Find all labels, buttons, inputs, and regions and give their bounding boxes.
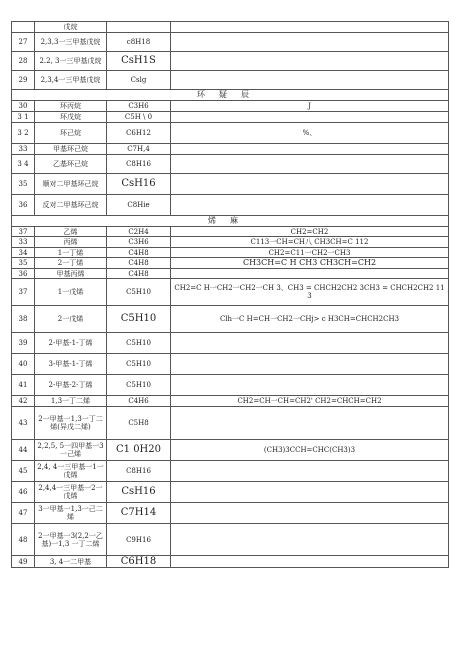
- structural-formula: [171, 144, 449, 155]
- structural-formula: %、: [171, 123, 449, 144]
- table-row: [12, 123, 449, 144]
- section-header-row: [12, 90, 449, 101]
- structural-formula: [171, 269, 449, 279]
- structural-formula: [171, 556, 449, 568]
- molecular-formula: C5H10: [107, 279, 171, 306]
- molecular-formula: C4H8: [107, 248, 171, 258]
- molecular-formula: C7H14: [107, 503, 171, 524]
- structural-formula: [171, 354, 449, 375]
- row-number: 44: [12, 440, 35, 461]
- section-label: 烯麻: [12, 216, 449, 227]
- molecular-formula: C6H18: [107, 556, 171, 568]
- molecular-formula: Cslg: [107, 71, 171, 90]
- compound-name: 1一丁烯: [35, 248, 107, 258]
- molecular-formula: C6H12: [107, 123, 171, 144]
- compound-name: 2-甲基-1-丁烯: [35, 333, 107, 354]
- compound-name: 3-甲基-1-丁烯: [35, 354, 107, 375]
- compound-name: 3, 4一二甲基: [35, 556, 107, 568]
- molecular-formula: C4H6: [107, 396, 171, 407]
- structural-formula: CH2=C11一CH2一CH3: [171, 248, 449, 258]
- row-number: 33: [12, 144, 35, 155]
- row-number: 40: [12, 354, 35, 375]
- molecular-formula: [107, 22, 171, 33]
- molecular-formula: CsH16: [107, 482, 171, 503]
- row-number: 39: [12, 333, 35, 354]
- table-row: [12, 258, 449, 269]
- structural-formula: [171, 461, 449, 482]
- compound-name: 环己烷: [35, 123, 107, 144]
- row-number: 49: [12, 556, 35, 568]
- molecular-formula: C4H8: [107, 269, 171, 279]
- compound-name: 2一甲基一3(2,2一乙基)一1,3 一丁二烯: [35, 524, 107, 556]
- molecular-formula: C2H4: [107, 227, 171, 237]
- row-number: 48: [12, 524, 35, 556]
- compound-name: 顺对二甲基环己烷: [35, 174, 107, 195]
- table-row: [12, 306, 449, 333]
- compound-name: 2,4,4一三甲基一2一戊烯: [35, 482, 107, 503]
- structural-formula: [171, 155, 449, 174]
- row-number: 37: [12, 227, 35, 237]
- molecular-formula: C8Hie: [107, 195, 171, 216]
- table-row: [12, 248, 449, 258]
- structural-formula: CH2=CH一CH=CH2' CH2=CHCH=CH2: [171, 396, 449, 407]
- structural-formula: (CH3)3CCH=CHC(CH3)3: [171, 440, 449, 461]
- structural-formula: CH3CH=C H CH3 CH3CH=CH2: [171, 258, 449, 269]
- structural-formula: [171, 503, 449, 524]
- table-body: [12, 22, 449, 568]
- molecular-formula: CsH1S: [107, 52, 171, 71]
- table-row: [12, 144, 449, 155]
- section-label: 环疑辰: [12, 90, 449, 101]
- row-number: 46: [12, 482, 35, 503]
- row-number: 3 4: [12, 155, 35, 174]
- table-row: [12, 556, 449, 568]
- structural-formula: [171, 407, 449, 440]
- table-row: [12, 503, 449, 524]
- row-number: 3 1: [12, 112, 35, 123]
- molecular-formula: C5H10: [107, 333, 171, 354]
- compound-name: 环丙烷: [35, 101, 107, 112]
- row-number: 41: [12, 375, 35, 396]
- molecular-formula: C5H8: [107, 407, 171, 440]
- table-row: [12, 524, 449, 556]
- structural-formula: Clh一C H=CH一CH2一CHj> c H3CH=CHCH2CH3: [171, 306, 449, 333]
- molecular-formula: C5H10: [107, 306, 171, 333]
- table-row: [12, 279, 449, 306]
- compound-name: 丙烯: [35, 237, 107, 248]
- compound-name: 甲基环己烷: [35, 144, 107, 155]
- compound-name: 2,2,5, 5一四甲基一3一己烯: [35, 440, 107, 461]
- row-number: 28: [12, 52, 35, 71]
- table-row: [12, 440, 449, 461]
- structural-formula: [171, 22, 449, 33]
- molecular-formula: C3H6: [107, 237, 171, 248]
- table-row: [12, 155, 449, 174]
- structural-formula: C113一CH=CH八 CH3CH=C 112: [171, 237, 449, 248]
- table-row: [12, 52, 449, 71]
- structural-formula: [171, 71, 449, 90]
- molecular-formula: CsH16: [107, 174, 171, 195]
- row-number: 35: [12, 258, 35, 269]
- molecular-formula: C5H10: [107, 375, 171, 396]
- table-row: [12, 227, 449, 237]
- table-row: [12, 396, 449, 407]
- table-row: [12, 461, 449, 482]
- compound-name: 2,3,4一三甲基戊烷: [35, 71, 107, 90]
- structural-formula: [171, 112, 449, 123]
- molecular-formula: C8H16: [107, 461, 171, 482]
- row-number: 27: [12, 33, 35, 52]
- row-number: 35: [12, 174, 35, 195]
- molecular-formula: C5H10: [107, 354, 171, 375]
- structural-formula: [171, 482, 449, 503]
- compound-name: 乙烯: [35, 227, 107, 237]
- structural-formula: [171, 174, 449, 195]
- row-number: 45: [12, 461, 35, 482]
- table-row: [12, 375, 449, 396]
- table-row: [12, 195, 449, 216]
- compound-name: 2-甲基-2-丁烯: [35, 375, 107, 396]
- structural-formula: [171, 33, 449, 52]
- row-number: 30: [12, 101, 35, 112]
- compound-name: 乙基环己烷: [35, 155, 107, 174]
- table-row: [12, 101, 449, 112]
- structural-formula: [171, 333, 449, 354]
- molecular-formula: C9H16: [107, 524, 171, 556]
- structural-formula: CH2=C H一CH2一CH2一CH 3、CH3 = CHCH2CH2 3CH3 = CHCH2CH2 113: [171, 279, 449, 306]
- compound-name: 2一戊烯: [35, 306, 107, 333]
- row-number: 37: [12, 279, 35, 306]
- structural-formula: [171, 524, 449, 556]
- table-row: [12, 71, 449, 90]
- row-number: 42: [12, 396, 35, 407]
- structural-formula: [171, 375, 449, 396]
- row-number: 36: [12, 269, 35, 279]
- row-number: 3 2: [12, 123, 35, 144]
- compound-name: 反对二甲基环己烷: [35, 195, 107, 216]
- compound-name: 2.2, 3一三甲基戊烷: [35, 52, 107, 71]
- structural-formula: J: [171, 101, 449, 112]
- structural-formula: [171, 52, 449, 71]
- table-row: [12, 174, 449, 195]
- row-number: 36: [12, 195, 35, 216]
- table-row: [12, 407, 449, 440]
- section-header-row: [12, 216, 449, 227]
- compound-name: 戊烷: [35, 22, 107, 33]
- molecular-formula: c8H18: [107, 33, 171, 52]
- table-row: [12, 33, 449, 52]
- compound-name: 2,4, 4一三甲基一1一戊烯: [35, 461, 107, 482]
- table-row: [12, 237, 449, 248]
- compound-name: 1,3一丁二烯: [35, 396, 107, 407]
- molecular-formula: C5H \ 0: [107, 112, 171, 123]
- row-number: 33: [12, 237, 35, 248]
- row-number: [12, 22, 35, 33]
- structural-formula: CH2=CH2: [171, 227, 449, 237]
- table-row: [12, 112, 449, 123]
- compound-name: 3一甲基一1,3一己二烯: [35, 503, 107, 524]
- structural-formula: [171, 195, 449, 216]
- molecular-formula: C8H16: [107, 155, 171, 174]
- molecular-formula: C7H,4: [107, 144, 171, 155]
- table-row: [12, 482, 449, 503]
- compound-name: 1一戊烯: [35, 279, 107, 306]
- row-number: 43: [12, 407, 35, 440]
- compound-name: 2一丁烯: [35, 258, 107, 269]
- table-row: [12, 354, 449, 375]
- compound-name: 2一甲基一1,3一丁二烯(异戊二烯): [35, 407, 107, 440]
- table-row: [12, 22, 449, 33]
- row-number: 34: [12, 248, 35, 258]
- molecular-formula: C4H8: [107, 258, 171, 269]
- molecular-formula: C1 0H20: [107, 440, 171, 461]
- molecular-formula: C3H6: [107, 101, 171, 112]
- table-row: [12, 333, 449, 354]
- row-number: 38: [12, 306, 35, 333]
- compound-name: 甲基丙烯: [35, 269, 107, 279]
- row-number: 47: [12, 503, 35, 524]
- compound-name: 2,3,3一三甲基戊烷: [35, 33, 107, 52]
- hydrocarbon-table: [11, 21, 449, 568]
- table-row: [12, 269, 449, 279]
- row-number: 29: [12, 71, 35, 90]
- compound-name: 环戊烷: [35, 112, 107, 123]
